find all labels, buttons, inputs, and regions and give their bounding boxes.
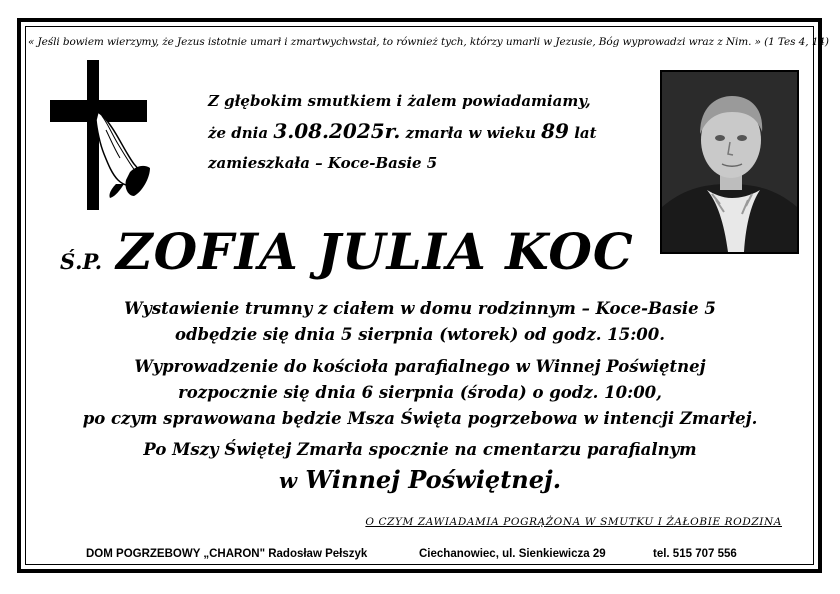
wake-line-2: odbędzie się dnia 5 sierpnia (wtorek) od godz. 15:00.: [174, 325, 666, 344]
deceased-name-row: [60, 222, 634, 281]
burial-line: Po Mszy Świętej Zmarła spocznie na cmentarzu parafialnym: [143, 440, 697, 459]
residence: zamieszkała – Koce-Basie 5: [208, 154, 438, 172]
funeral-home-name: DOM POGRZEBOWY „CHARON" Radosław Pełszyk: [86, 548, 368, 560]
sp-prefix: Ś.P.: [60, 249, 103, 274]
bible-verse: « Jeśli bowiem wierzymy, że Jezus istotnie umarł i zmartwychwstał, to również tych, którzy umarli w Jezusie, Bóg wyprowadzi wraz z Nim. » (1 Tes 4, 14): [28, 36, 829, 48]
cross-with-praying-hands-icon: [50, 60, 150, 210]
praying-hands-icon: [96, 112, 150, 198]
death-announcement: [208, 86, 597, 178]
funeral-home-address: Ciechanowiec, ul. Sienkiewicza 29: [419, 548, 606, 560]
procession-line-2: rozpocznie się dnia 6 sierpnia (środa) o godz. 10:00,: [178, 383, 662, 402]
deceased-photo: [660, 70, 799, 254]
procession-paragraph: [28, 354, 812, 432]
death-date: 3.08.2025r.: [273, 119, 401, 143]
intro-line-1: Z głębokim smutkiem i żalem powiadamiamy,: [208, 92, 591, 110]
wake-line-1: Wystawienie trumny z ciałem w domu rodzinnym – Koce-Basie 5: [124, 299, 716, 318]
burial-place: w Winnej Poświętnej.: [278, 465, 562, 494]
funeral-home-phone: tel. 515 707 556: [653, 548, 737, 560]
family-notice: O CZYM ZAWIADAMIA POGRĄŻONA W SMUTKU I ŻAŁOBIE RODZINA: [365, 516, 782, 528]
intro-line-2: że dnia 3.08.2025r. zmarła w wieku 89 lat: [208, 119, 597, 143]
procession-line-3: po czym sprawowana będzie Msza Święta pogrzebowa w intencji Zmarłej.: [82, 409, 758, 428]
age: 89: [541, 119, 569, 143]
burial-paragraph: [28, 437, 812, 498]
deceased-name: ZOFIA JULIA KOC: [116, 222, 634, 281]
wake-paragraph: [28, 296, 812, 348]
procession-line-1: Wyprowadzenie do kościoła parafialnego w Winnej Poświętnej: [134, 357, 706, 376]
